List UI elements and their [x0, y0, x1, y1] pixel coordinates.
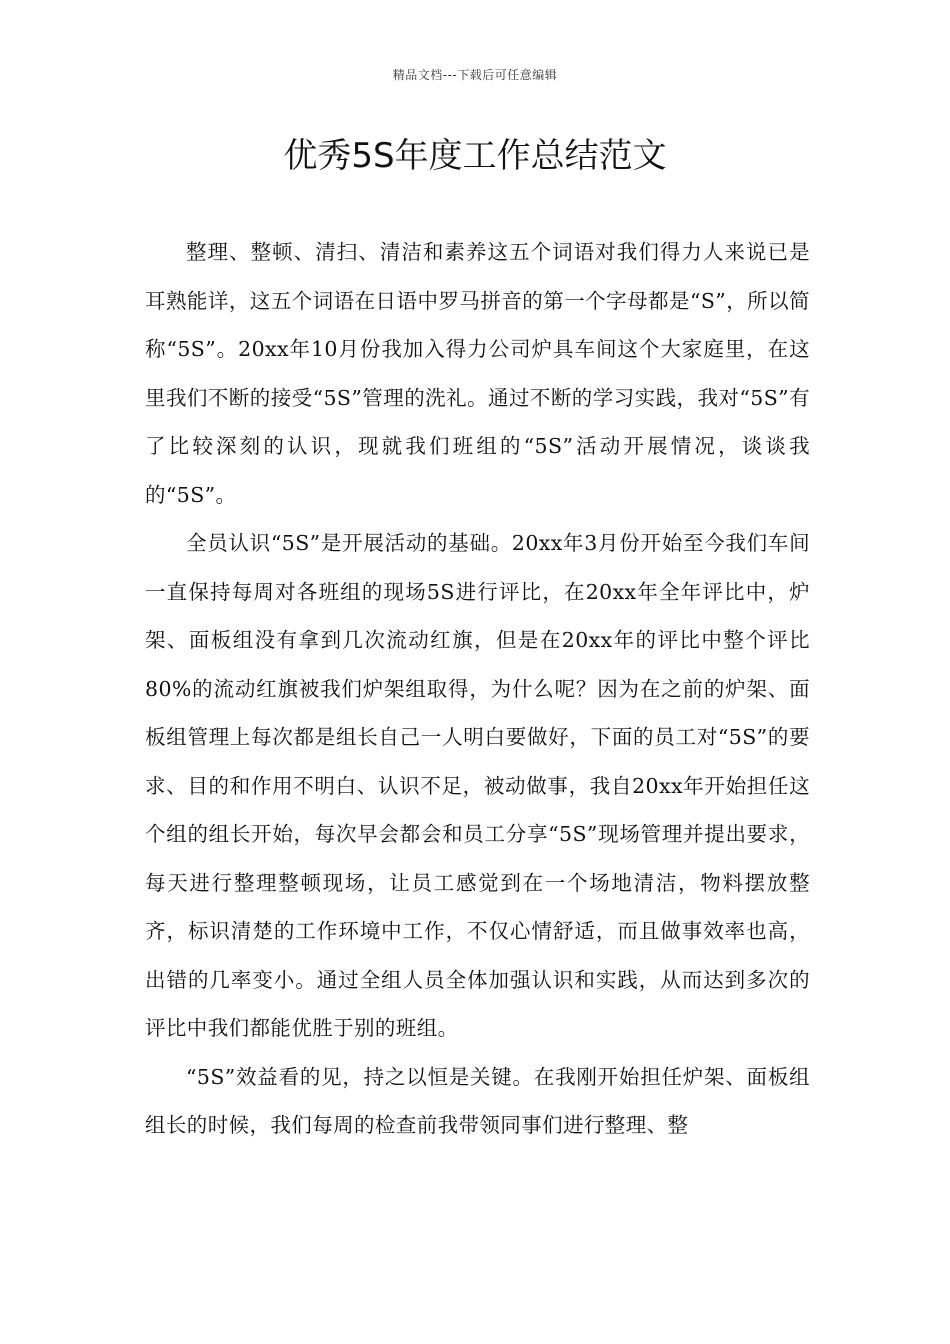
- header-note: 精品文档---下载后可任意编辑: [392, 68, 558, 82]
- paragraph-3: “5S”效益看的见，持之以恒是关键。在我刚开始担任炉架、面板组组长的时候，我们每周的检查前我带领同事们进行整理、整: [145, 1064, 810, 1137]
- document-body: [145, 228, 810, 1150]
- paragraph-1: 整理、整顿、清扫、清洁和素养这五个词语对我们得力人来说已是耳熟能详，这五个词语在日语中罗马拼音的第一个字母都是“S”，所以简称“5S”。20xx年10月份我加入得力公司炉具车间这个大家庭里，在这里我们不断的接受“5S”管理的洗礼。通过不断的学习实践，我对“5S”有了比较深刻的认识，现就我们班组的“5S”活动开展情况，谈谈我的“5S”。: [145, 240, 810, 507]
- paragraph-2: 全员认识“5S”是开展活动的基础。20xx年3月份开始至今我们车间一直保持每周对各班组的现场5S进行评比，在20xx年全年评比中，炉架、面板组没有拿到几次流动红旗，但是在20xx年的评比中整个评比80%的流动红旗被我们炉架组取得，为什么呢？因为在之前的炉架、面板组管理上每次都是组长自己一人明白要做好，下面的员工对“5S”的要求、目的和作用不明白、认识不足，被动做事，我自20xx年开始担任这个组的组长开始，每次早会都会和员工分享“5S”现场管理并提出要求，每天进行整理整顿现场，让员工感觉到在一个场地清洁，物料摆放整齐，标识清楚的工作环境中工作，不仅心情舒适，而且做事效率也高，出错的几率变小。通过全组人员全体加强认识和实践，从而达到多次的评比中我们都能优胜于别的班组。: [145, 531, 810, 1040]
- document-title: 优秀5S年度工作总结范文: [283, 136, 667, 176]
